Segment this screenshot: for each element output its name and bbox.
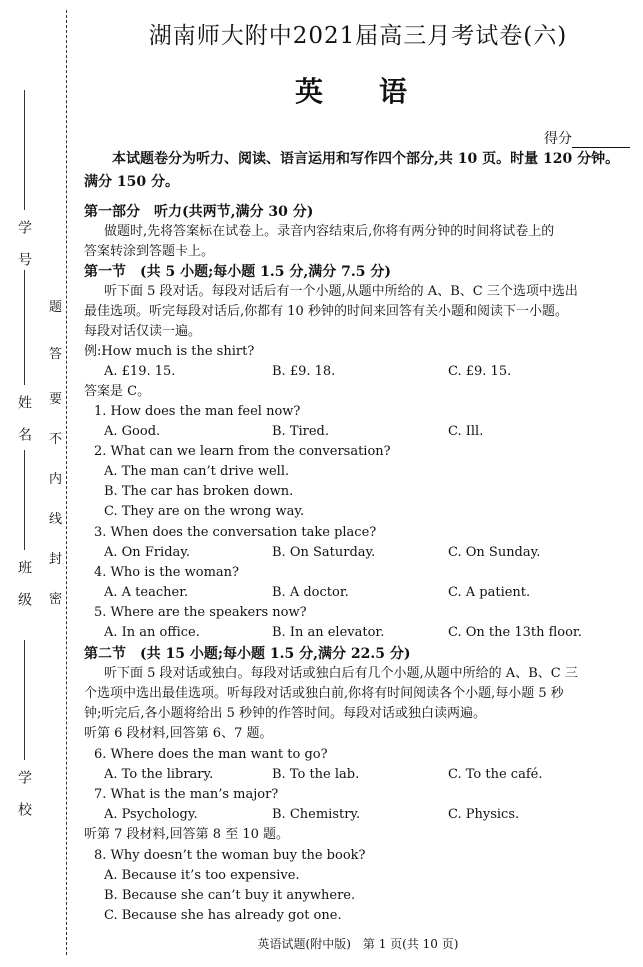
option-a: A. To the library. — [104, 767, 214, 782]
option-c: C. On Sunday. — [448, 545, 541, 560]
binding-margin — [0, 0, 80, 967]
name-field[interactable] — [24, 270, 25, 385]
section1-desc: 听下面 5 段对话。每段对话后有一个小题,从题中所给的 A、B、C 三个选项中选出 — [104, 284, 578, 299]
notice-char: 不 — [49, 432, 63, 447]
notice-char: 密 — [49, 592, 63, 607]
part1-desc: 做题时,先将答案标在试卷上。录音内容结束后,你将有两分钟的时间将试卷上的 — [104, 224, 555, 239]
section1-desc: 每段对话仅读一遍。 — [84, 324, 202, 339]
option-a: A. The man can’t drive well. — [104, 464, 290, 479]
option-b: B. A doctor. — [272, 585, 349, 600]
seal-line — [66, 10, 67, 955]
option-a: A. Psychology. — [104, 807, 198, 822]
option-c: C. They are on the wrong way. — [104, 504, 305, 519]
notice-char: 要 — [49, 392, 63, 407]
question: 4. Who is the woman? — [94, 565, 239, 580]
section1-heading: 第一节 (共 5 小题;每小题 1.5 分,满分 7.5 分) — [84, 264, 391, 280]
student-number-label: 学 号 — [16, 220, 32, 268]
question: 6. Where does the man want to go? — [94, 747, 328, 762]
option-b: B. The car has broken down. — [104, 484, 294, 499]
section2-heading: 第二节 (共 15 小题;每小题 1.5 分,满分 22.5 分) — [84, 646, 411, 662]
question: 2. What can we learn from the conversation? — [94, 444, 391, 459]
part1-heading: 第一部分 听力(共两节,满分 30 分) — [84, 204, 314, 220]
section2-desc: 听下面 5 段对话或独白。每段对话或独白后有几个小题,从题中所给的 A、B、C 三 — [104, 666, 578, 681]
option-b: B. On Saturday. — [272, 545, 376, 560]
name-label: 姓 名 — [16, 395, 32, 443]
exam-title: 湖南师大附中2021届高三月考试卷(六) — [148, 23, 568, 49]
question: 7. What is the man’s major? — [94, 787, 279, 802]
example-answer: 答案是 C。 — [84, 384, 151, 399]
school-field[interactable] — [24, 640, 25, 760]
notice-char: 题 — [49, 300, 63, 315]
question: 3. When does the conversation take place? — [94, 525, 377, 540]
class-label: 班 级 — [16, 560, 32, 608]
option-b: B. Because she can’t buy it anywhere. — [104, 888, 356, 903]
option-c: C. To the café. — [448, 767, 543, 782]
notice-char: 线 — [49, 512, 63, 527]
option-b: B. Chemistry. — [272, 807, 361, 822]
question: 5. Where are the speakers now? — [94, 605, 307, 620]
option-a: A. Good. — [104, 424, 161, 439]
option-a: A. £19. 15. — [104, 364, 176, 379]
question: 8. Why doesn’t the woman buy the book? — [94, 848, 366, 863]
option-c: C. A patient. — [448, 585, 531, 600]
school-label: 学 校 — [16, 770, 32, 818]
option-c: C. Ill. — [448, 424, 484, 439]
option-b: B. To the lab. — [272, 767, 360, 782]
option-c: C. On the 13th floor. — [448, 625, 582, 640]
part1-desc: 答案转涂到答题卡上。 — [84, 244, 215, 259]
score-field[interactable] — [572, 133, 630, 148]
notice-char: 内 — [49, 472, 63, 487]
student-number-field[interactable] — [24, 90, 25, 210]
example-question: 例:How much is the shirt? — [84, 344, 255, 359]
material-note: 听第 7 段材料,回答第 8 至 10 题。 — [84, 827, 290, 842]
intro-line: 本试题卷分为听力、阅读、语言运用和写作四个部分,共 10 页。时量 120 分钟。 — [112, 151, 620, 167]
option-c: C. Because she has already got one. — [104, 908, 342, 923]
option-a: A. On Friday. — [104, 545, 191, 560]
option-a: A. Because it’s too expensive. — [104, 868, 300, 883]
class-field[interactable] — [24, 450, 25, 550]
option-a: A. In an office. — [104, 625, 200, 640]
score-label: 得分 — [544, 131, 572, 147]
section2-desc: 钟;听完后,各小题将给出 5 秒钟的作答时间。每段对话或独白读两遍。 — [84, 706, 487, 721]
option-b: B. £9. 18. — [272, 364, 336, 379]
option-b: B. Tired. — [272, 424, 330, 439]
page-footer: 英语试题(附中版) 第 1 页(共 10 页) — [257, 937, 459, 951]
subject-title: 英 语 — [294, 75, 421, 108]
section1-desc: 最佳选项。听完每段对话后,你都有 10 秒钟的时间来回答有关小题和阅读下一小题。 — [84, 304, 568, 319]
notice-char: 答 — [49, 347, 63, 362]
score-box — [544, 128, 630, 148]
intro-line: 满分 150 分。 — [84, 174, 179, 190]
material-note: 听第 6 段材料,回答第 6、7 题。 — [84, 726, 273, 741]
section2-desc: 个选项中选出最佳选项。听每段对话或独白前,你将有时间阅读各个小题,每小题 5 秒 — [84, 686, 564, 701]
option-c: C. £9. 15. — [448, 364, 512, 379]
notice-char: 封 — [49, 552, 63, 567]
option-c: C. Physics. — [448, 807, 520, 822]
question: 1. How does the man feel now? — [94, 404, 301, 419]
option-a: A. A teacher. — [104, 585, 189, 600]
option-b: B. In an elevator. — [272, 625, 385, 640]
